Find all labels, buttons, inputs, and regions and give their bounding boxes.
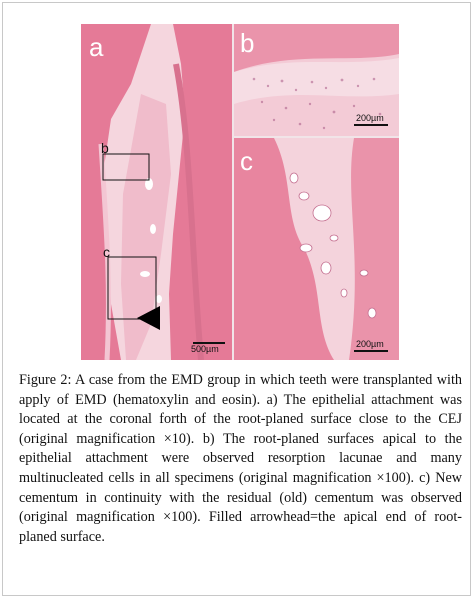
page-frame [2, 2, 471, 596]
panel-a-roi-c-label: c [103, 244, 110, 260]
panel-a-label: a [89, 32, 104, 62]
panel-a-roi-b-label: b [101, 140, 109, 156]
histology-figure [81, 24, 399, 360]
panel-a-scale-label: 500µm [191, 344, 219, 354]
panel-c-image [234, 138, 399, 360]
panel-b-scale-label: 200µm [356, 113, 384, 123]
panel-b-scale-bar [354, 124, 388, 126]
panel-c-scale-bar [354, 350, 388, 352]
panel-c-scale-label: 200µm [356, 339, 384, 349]
panel-a-micrograph [81, 24, 232, 360]
panel-c-micrograph [234, 138, 399, 360]
panel-a-image [81, 24, 232, 360]
figure-caption: Figure 2: A case from the EMD group in which teeth were transplanted with apply of EMD (hematoxylin and eosin). a) The epithelial attachment was located at the coronal forth of the root-planed surface close to the CEJ (original magnification ×10). b) The root-planed surfaces apical to the epithelial attachment were observed resorption lacunae and many multinucleated cells in all specimens (original magnification ×100). c) New cementum in continuity with the residual (old) cementum was observed (original magnification ×100). Filled arrowhead=the apical end of root-planed surface. [19, 372, 462, 545]
panel-b-micrograph [234, 24, 399, 136]
panel-c-label: c [240, 146, 253, 176]
panel-b-label: b [240, 28, 255, 58]
